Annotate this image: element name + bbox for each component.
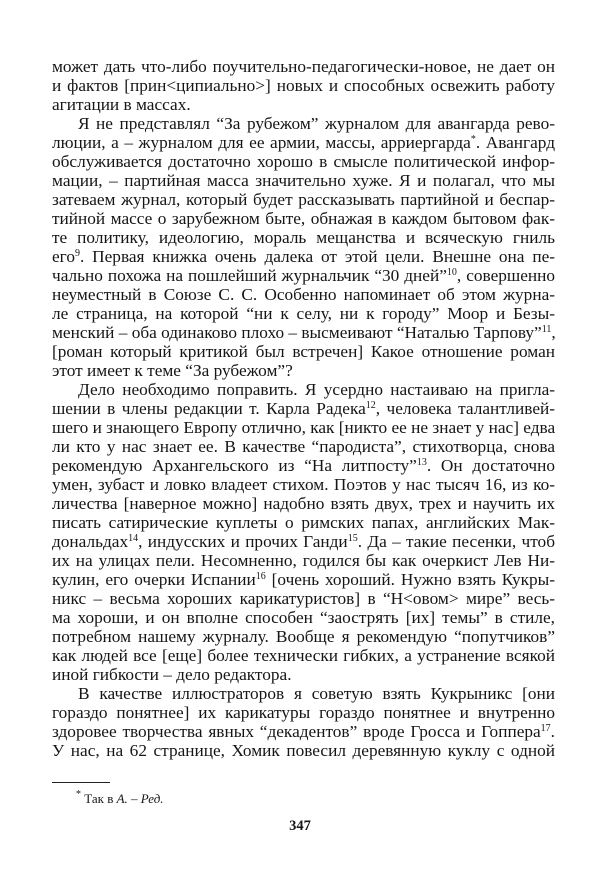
text-line: как людей все [еще] более технически гибких, а устранение всякой: [52, 646, 555, 665]
text-line: здоровее творчества явных “декадентов” вроде Гросса и Гоппера$^{17}$.: [52, 722, 555, 741]
text-line: менский – оба одинаково плохо – высмеивают “Наталью Тарпову”$^{11}$,: [52, 323, 556, 342]
footnote-reference: 15: [347, 533, 358, 544]
text-line: обслуживается достаточно хорошо в смысле политической инфор-: [52, 152, 555, 171]
paragraph: [52, 114, 555, 380]
footnote-italic: А. – Ред.: [116, 791, 164, 806]
text-line: никс – весьма хороших карикатуристов] в “Н<овом> мире” весь-: [52, 589, 555, 608]
footnote-reference: 11: [541, 324, 552, 335]
text-line: [роман который критикой был встречен] Какое отношение роман: [52, 342, 555, 361]
text-line: те политику, идеологию, мораль мещанства и всяческую гниль: [52, 228, 555, 247]
text-line: ма хороши, и он вполне способен “заострять [их] темы” в стиле,: [52, 608, 555, 627]
text-line: шего и знающего Европу отлично, как [никто ее не знает у нас] едва: [52, 418, 556, 437]
text-line: В качестве иллюстраторов я советую взять Кукрыникс [они: [78, 684, 555, 703]
footnote-reference: 12: [365, 400, 376, 411]
footnote-reference: 16: [255, 571, 266, 582]
text-line: тийной массе о зарубежном быте, обнажая в каждом бытовом фак-: [52, 209, 555, 228]
text-line: Дело необходимо поправить. Я усердно настаиваю на пригла-: [78, 380, 555, 399]
footnote-marker: *: [76, 789, 81, 800]
footnote-reference: 10: [446, 267, 457, 278]
text-line: люции, а – журналом для ее армии, массы, арриергарда*. Авангард: [52, 133, 556, 152]
body-text: [52, 57, 555, 760]
text-line: их на улицах пели. Несомненно, годился бы как очеркист Лев Ни-: [52, 551, 555, 570]
text-line: Я не представлял “За рубежом” журналом для авангарда рево-: [78, 114, 555, 133]
text-line: потребном нашему журналу. Вообще я рекомендую “попутчиков”: [52, 627, 555, 646]
text-line: ли кто у нас знает ее. В качестве “пародиста”, стихотворца, снова: [52, 437, 555, 456]
text-line: и фактов [прин<ципиально>] новых и способных освежить работу: [52, 76, 555, 95]
text-line: гораздо понятнее] их карикатуры гораздо понятнее и внутренно: [52, 703, 555, 722]
text-line: дональдах$^{14}$, индусских и прочих Ганди$^{15}$. Да – такие песенки, чтоб: [52, 532, 555, 551]
text-line: У нас, на 62 странице, Хомик повесил деревянную куклу с одной: [52, 741, 555, 760]
footnote-divider: [52, 782, 110, 783]
text-line: кулин, его очерки Испании$^{16}$ [очень хороший. Нужно взять Кукры-: [52, 570, 555, 589]
footnote-reference: 14: [128, 533, 139, 544]
footnote-reference: 17: [540, 723, 551, 734]
text-line: может дать что-либо поучительно-педагогически-новое, не дает он: [52, 57, 555, 76]
footnote-reference: 9: [74, 248, 80, 259]
text-line: агитации в массах.: [52, 95, 191, 114]
text-line: чально похожа на пошлейший журнальчик “30 дней”$^{10}$, совершенно: [52, 266, 555, 285]
text-line: его$^9$. Первая книжка очень далека от этой цели. Внешне она пе-: [52, 247, 555, 266]
text-line: рекомендую Архангельского из “На литпосту”$^{13}$. Он достаточно: [52, 456, 555, 475]
page-number: 347: [289, 818, 311, 834]
text-line: личества [наверное можно] надобно взять двух, трех и научить их: [52, 494, 555, 513]
paragraph: [52, 684, 555, 760]
paragraph: [52, 380, 555, 684]
footnote-text: Так в: [81, 791, 117, 806]
paragraph: [52, 57, 555, 114]
footnote-reference: 13: [416, 457, 427, 468]
text-line: этот имеет к теме “За рубежом”?: [52, 361, 293, 380]
text-line: ле страница, на которой “ни к селу, ни к городу” Моор и Безы-: [52, 304, 555, 323]
text-line: шении в члены редакции т. Карла Радека$^{12}$, человека талантливей-: [52, 399, 555, 418]
footnote-reference: *: [470, 134, 476, 145]
text-line: неуместный в Союзе С. С. Особенно напоминает об этом журна-: [52, 285, 555, 304]
text-line: иной гибкости – дело редактора.: [52, 665, 292, 684]
text-line: затеваем журнал, который будет рассказывать партийной и беспар-: [52, 190, 555, 209]
text-line: писать сатирические куплеты о римских папах, английских Мак-: [52, 513, 555, 532]
text-line: мации, – партийная масса значительно хуже. Я и полагал, что мы: [52, 171, 555, 190]
footnote: [76, 791, 164, 807]
text-line: умен, зубаст и ловко владеет стихом. Поэтов у нас тысяч 16, из ко-: [52, 475, 555, 494]
